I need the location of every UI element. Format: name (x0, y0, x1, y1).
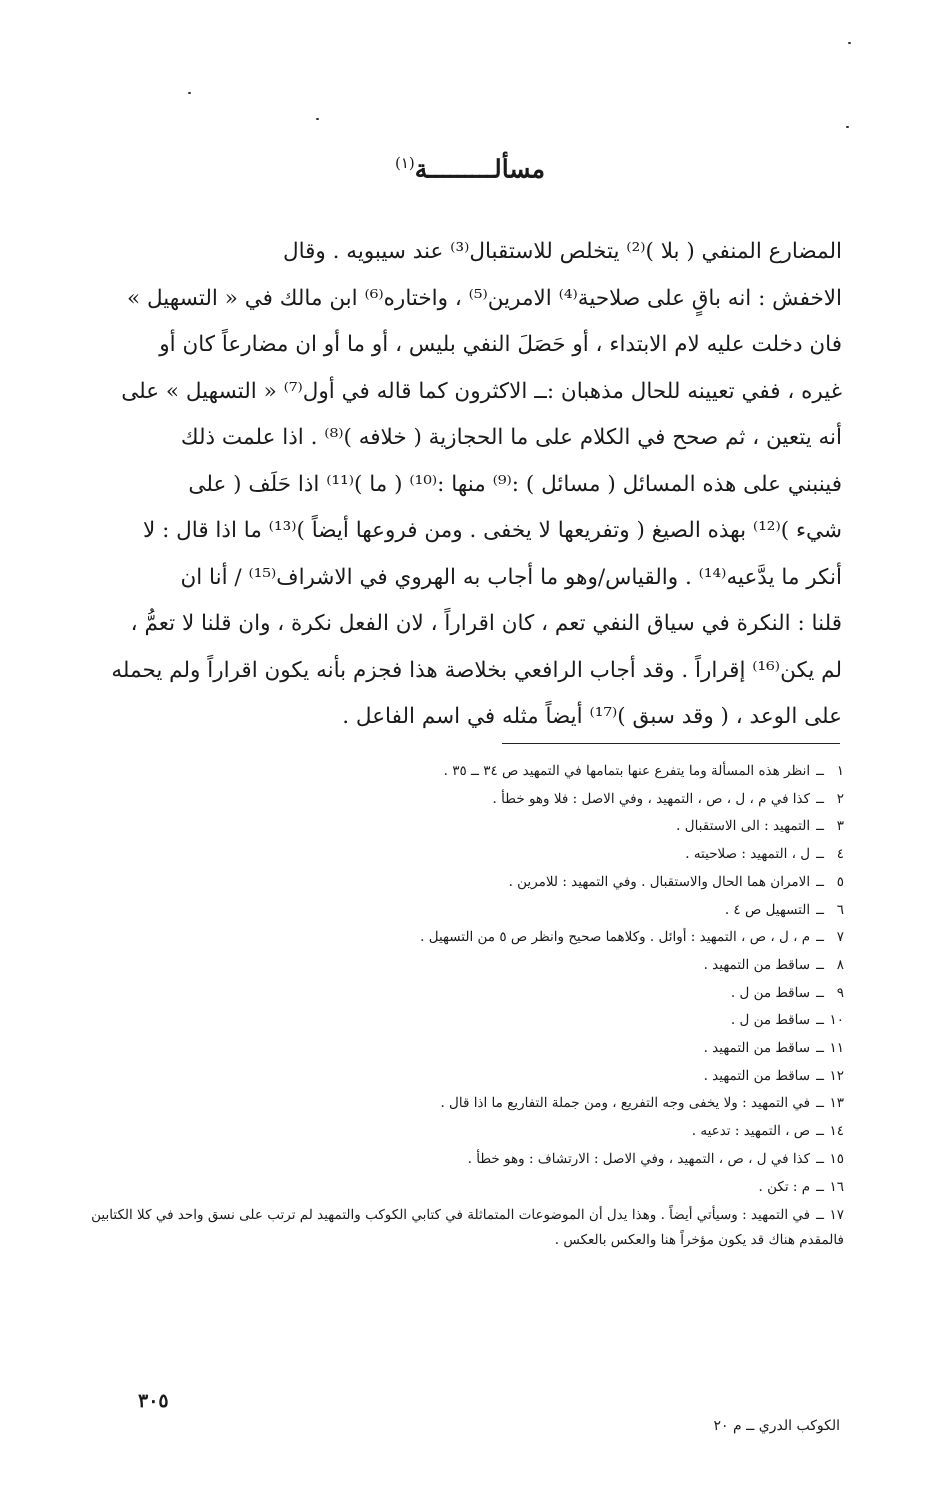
scan-speck (188, 92, 191, 94)
text-line: أنه يتعين ، ثم صحح في الكلام على ما الحجازية ( خلافه )⁽⁸⁾ . اذا علمت ذلك (180, 425, 842, 450)
footnote-text: الامران هما الحال والاستقبال . وفي التمهيد : للامرين . (508, 873, 811, 890)
footnote-text: كذا في ل ، ص ، التمهيد ، وفي الاصل : الارتشاف : وهو خطأ . (467, 1150, 811, 1167)
footnote-number: ١٤ (829, 1123, 844, 1140)
footnote-number: ١٧ (829, 1207, 844, 1224)
text-line: فان دخلت عليه لام الابتداء ، أو حَصَلَ النفي بليس ، أو ما أو ان مضارعاً كان أو (159, 332, 842, 357)
footnote-number: ١٥ (829, 1150, 844, 1167)
footnote-text: في التمهيد : وسيأتي أيضاً . وهذا يدل أن الموضوعات المتماثلة في كتابي الكوكب والتمهيد لم ترتب على نسق واحد في كلا الكتابين فالمقدم هناك قد يكون مؤخراً هنا والعكس بالعكس . (91, 1207, 844, 1249)
footnote-text: ساقط من التمهيد . (703, 1040, 811, 1057)
footnote-number: ٧ (836, 929, 844, 946)
footnote-number: ١٣ (829, 1095, 844, 1112)
text-line: أنكر ما يدَّعيه⁽¹⁴⁾ . والقياس/وهو ما أجاب به الهروي في الاشراف⁽¹⁵⁾ / أنا ان (180, 564, 842, 590)
footnote-number: ٨ (836, 956, 844, 973)
footnote: ١١ــساقط من التمهيد . (86, 1035, 844, 1063)
running-footer: الكوكب الدري ــ م ٢٠ (713, 1418, 840, 1434)
title-footnote-ref: (١) (394, 154, 415, 172)
footnote-text: ساقط من التمهيد . (703, 956, 811, 973)
section-title (300, 146, 640, 186)
footnote-number: ٩ (836, 984, 844, 1001)
footnote: ١٢ــساقط من التمهيد . (86, 1063, 844, 1091)
text-line: الاخفش : انه باقٍ على صلاحية⁽⁴⁾ الامرين⁽⁵⁾ ، واختاره⁽⁶⁾ ابن مالك في « التسهيل » (127, 285, 842, 311)
footnote: ٩ــساقط من ل . (86, 980, 844, 1008)
footnote-number: ٤ (836, 846, 844, 863)
text-line: شيء )⁽¹²⁾ بهذه الصيغ ( وتفريعها لا يخفى . ومن فروعها أيضاً )⁽¹³⁾ ما اذا قال : لا (142, 518, 842, 543)
scan-speck (316, 118, 319, 120)
footnote-text: م ، ل ، ص ، التمهيد : أوائل . وكلاهما صحيح وانظر ص ٥ من التسهيل . (420, 929, 811, 946)
footnote: ١٧ــفي التمهيد : وسيأتي أيضاً . وهذا يدل أن الموضوعات المتماثلة في كتابي الكوكب والتمهيد لم ترتب على نسق واحد في كلا الكتابين فالمقدم هناك قد يكون مؤخراً هنا والعكس بالعكس . (86, 1201, 844, 1253)
footnote: ٦ــالتسهيل ص ٤ . (86, 897, 844, 925)
text-line: قلنا : النكرة في سياق النفي تعم ، كان اقراراً ، لان الفعل نكرة ، وان قلنا لا تعمُّ ، (130, 611, 842, 636)
footnote-text: ص ، التمهيد : تدعيه . (691, 1123, 811, 1140)
footnote: ٢ــكذا في م ، ل ، ص ، التمهيد ، وفي الاصل : فلا وهو خطأ . (86, 786, 844, 814)
footnote: ١٦ــم : تكن . (86, 1174, 844, 1202)
footnote: ١٥ــكذا في ل ، ص ، التمهيد ، وفي الاصل : الارتشاف : وهو خطأ . (86, 1146, 844, 1174)
scan-speck (846, 126, 849, 128)
footnote: ٤ــل ، التمهيد : صلاحيته . (86, 841, 844, 869)
text-line: غيره ، ففي تعيينه للحال مذهبان :ــ الاكثرون كما قاله في أول⁽⁷⁾ « التسهيل » على (121, 378, 842, 404)
footnote: ٨ــساقط من التمهيد . (86, 952, 844, 980)
page-number: ٣٠٥ (138, 1390, 169, 1412)
footnote-text: ل ، التمهيد : صلاحيته . (685, 846, 811, 863)
text-line: على الوعد ، ( وقد سبق )⁽¹⁷⁾ أيضاً مثله في اسم الفاعل . (342, 704, 842, 729)
footnote-number: ٥ (836, 873, 844, 890)
footnote-text: ساقط من ل . (730, 984, 811, 1001)
footnote-text: التمهيد : الى الاستقبال . (676, 818, 811, 835)
footnote-text: كذا في م ، ل ، ص ، التمهيد ، وفي الاصل : فلا وهو خطأ . (492, 790, 811, 807)
footnote-number: ١٢ (829, 1067, 844, 1084)
footnote-number: ٣ (836, 818, 844, 835)
footnote-text: انظر هذه المسألة وما يتفرع عنها بتمامها في التمهيد ص ٣٤ ــ ٣٥ . (443, 763, 811, 779)
footnote-number: ١٦ (829, 1178, 844, 1195)
footnotes (86, 758, 844, 1253)
footnote: ٣ــالتمهيد : الى الاستقبال . (86, 813, 844, 841)
footnote-text: في التمهيد : ولا يخفى وجه التفريع ، ومن جملة التفاريع ما اذا قال . (440, 1095, 811, 1112)
footnote-text: ساقط من التمهيد . (703, 1067, 811, 1084)
footnote: ١٤ــص ، التمهيد : تدعيه . (86, 1118, 844, 1146)
footnote-text: ساقط من ل . (730, 1012, 811, 1029)
footnote-text: التسهيل ص ٤ . (724, 901, 811, 918)
footnote-number: ١١ (829, 1040, 844, 1057)
footnote-text: م : تكن . (758, 1178, 811, 1195)
footnote: ٥ــالامران هما الحال والاستقبال . وفي التمهيد : للامرين . (86, 869, 844, 897)
text-line: لم يكن⁽¹⁶⁾ إقراراً . وقد أجاب الرافعي بخلاصة هذا فجزم بأنه يكون اقراراً ولم يحمله (111, 657, 842, 683)
footnote-number: ٢ (836, 790, 844, 807)
footnote: ١٠ــساقط من ل . (86, 1007, 844, 1035)
footnote: ١ــانظر هذه المسألة وما يتفرع عنها بتمامها في التمهيد ص ٣٤ ــ ٣٥ . (86, 758, 844, 786)
text-line: فينبني على هذه المسائل ( مسائل ) :⁽⁹⁾ منها :⁽¹⁰⁾ ( ما )⁽¹¹⁾ اذا حَلَف ( على (188, 471, 842, 497)
scan-speck (848, 42, 851, 44)
footnote-number: ١٠ (829, 1012, 844, 1029)
main-text (92, 229, 842, 741)
footnote-divider (502, 743, 840, 744)
footnote-number: ٦ (836, 901, 844, 918)
title-text: مسألـــــــــة (414, 154, 546, 184)
text-line: المضارع المنفي ( بلا )⁽²⁾ يتخلص للاستقبال⁽³⁾ عند سيبويه . وقال (282, 239, 842, 264)
footnote-number: ١ (836, 763, 844, 779)
footnote: ١٣ــفي التمهيد : ولا يخفى وجه التفريع ، ومن جملة التفاريع ما اذا قال . (86, 1090, 844, 1118)
footnote: ٧ــم ، ل ، ص ، التمهيد : أوائل . وكلاهما صحيح وانظر ص ٥ من التسهيل . (86, 924, 844, 952)
